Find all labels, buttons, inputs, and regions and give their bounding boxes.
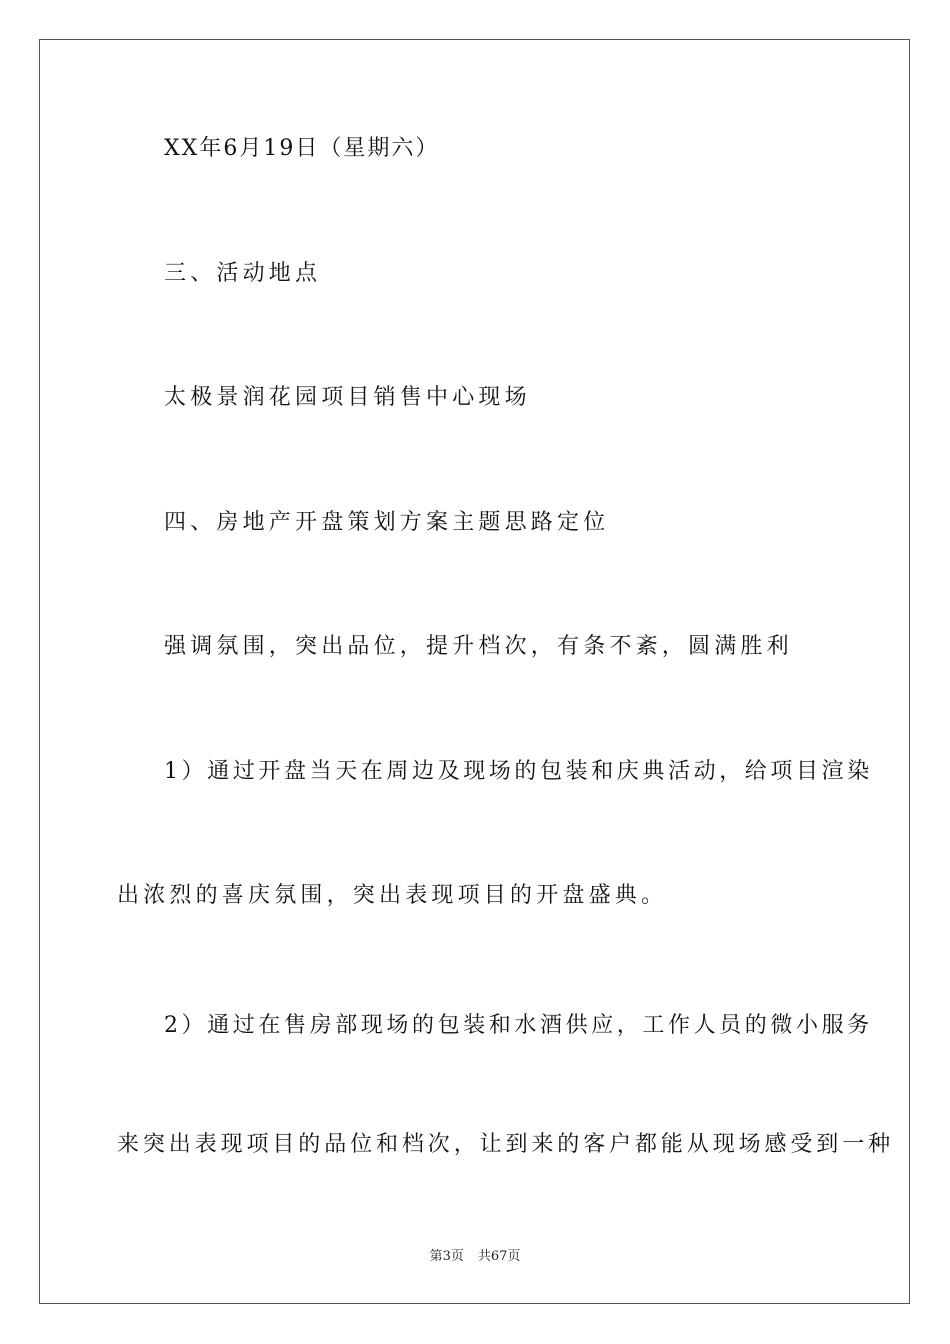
section-heading-location: 三、活动地点 <box>164 261 322 286</box>
section-heading-theme: 四、房地产开盘策划方案主题思路定位 <box>164 510 610 535</box>
page-footer <box>0 1248 950 1266</box>
location-text: 太极景润花园项目销售中心现场 <box>164 385 531 410</box>
page-number: 第3页 <box>429 1249 464 1264</box>
date-line: XX年6月19日（星期六） <box>164 136 440 161</box>
paragraph-2-line-1: 2）通过在售房部现场的包装和水酒供应，工作人员的微小服务 <box>164 1013 873 1038</box>
paragraph-1-line-1: 1）通过开盘当天在周边及现场的包装和庆典活动，给项目渲染 <box>164 759 873 784</box>
paragraph-2-line-2: 来突出表现项目的品位和档次，让到来的客户都能从现场感受到一种 <box>117 1132 895 1157</box>
page-total: 共67页 <box>477 1249 521 1264</box>
theme-slogan: 强调氛围，突出品位，提升档次，有条不紊，圆满胜利 <box>164 634 793 659</box>
paragraph-1-line-2: 出浓烈的喜庆氛围，突出表现项目的开盘盛典。 <box>117 883 668 908</box>
page-frame <box>39 39 910 1304</box>
